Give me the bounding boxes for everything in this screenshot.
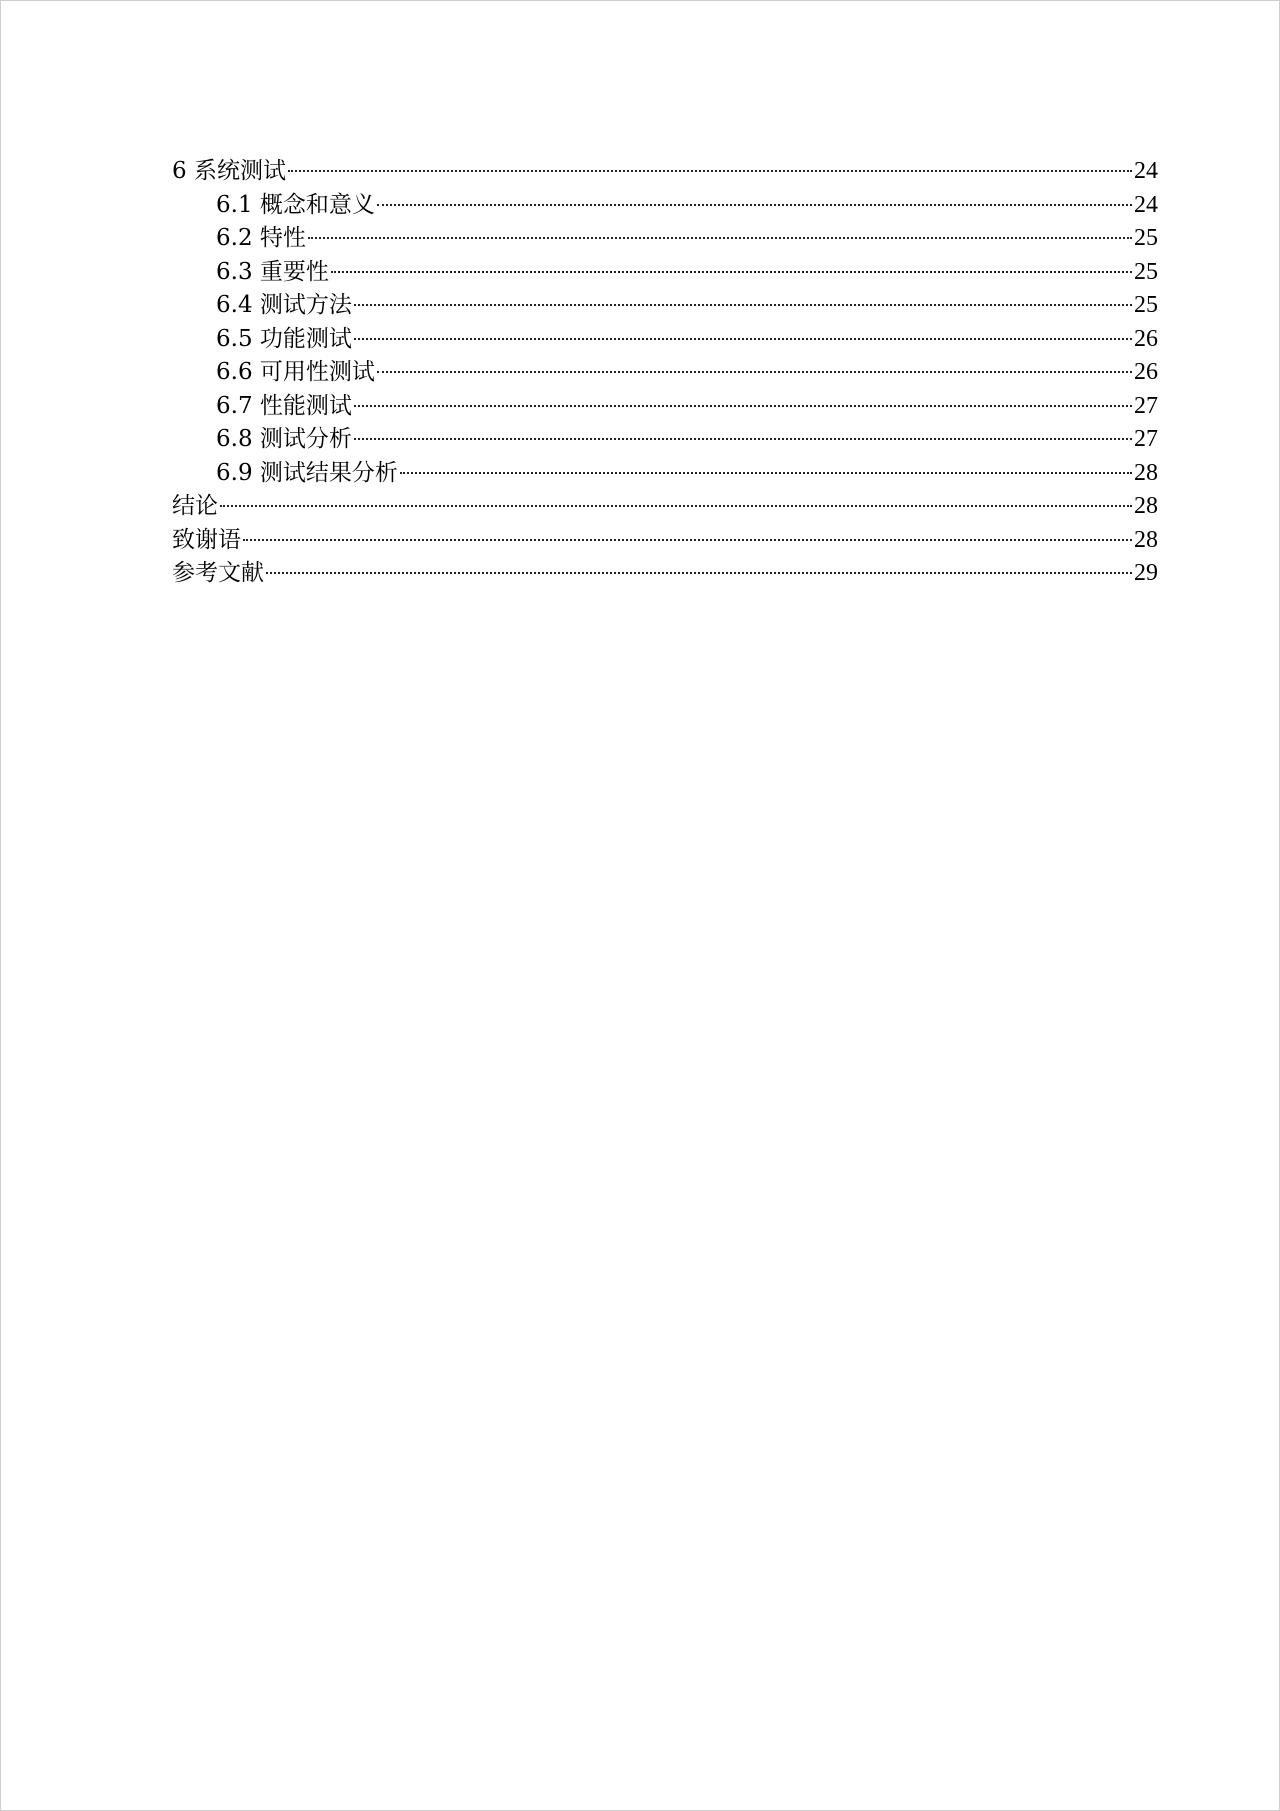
toc-entry[interactable] [172,524,1158,558]
toc-entry-page: 24 [1134,191,1158,218]
toc-entry-title: 6.7 性能测试 [216,392,352,419]
toc-entry-page: 25 [1134,258,1158,285]
toc-entry-page: 28 [1134,459,1158,486]
toc-dot-leader [243,539,1132,541]
toc-dot-leader [288,170,1132,172]
toc-entry-title: 结论 [172,493,218,519]
toc-entry-page: 28 [1134,526,1158,553]
toc-entry[interactable] [172,557,1158,591]
toc-entry-title: 参考文献 [172,560,264,586]
toc-dot-leader [354,438,1132,440]
toc-entry-title: 6.5 功能测试 [216,325,352,352]
toc-dot-leader [400,472,1132,474]
toc-entry-title: 6.1 概念和意义 [216,191,375,218]
toc-entry-title: 6.8 测试分析 [216,426,352,452]
toc-entry-title: 6.6 可用性测试 [216,359,375,385]
toc-entry-page: 26 [1134,359,1158,385]
toc-entry-page: 27 [1134,392,1158,419]
toc-entry[interactable] [172,189,1158,223]
toc-entry-page: 26 [1134,325,1158,352]
toc-entry[interactable] [172,289,1158,323]
table-of-contents [172,155,1158,591]
toc-entry[interactable] [172,490,1158,524]
toc-dot-leader [308,237,1132,239]
toc-entry[interactable] [172,323,1158,357]
toc-entry-title: 6.4 测试方法 [216,292,352,318]
toc-dot-leader [220,505,1132,507]
toc-dot-leader [354,405,1132,407]
toc-entry[interactable] [172,423,1158,457]
toc-dot-leader [354,338,1132,340]
toc-entry-title: 致谢语 [172,526,241,553]
toc-entry-page: 25 [1134,292,1158,318]
toc-entry-page: 28 [1134,493,1158,519]
toc-entry[interactable] [172,222,1158,256]
toc-entry-title: 6.3 重要性 [216,258,329,285]
toc-entry-page: 27 [1134,426,1158,452]
toc-entry[interactable] [172,256,1158,290]
toc-entry-page: 24 [1134,158,1158,184]
toc-entry-page: 25 [1134,225,1158,251]
toc-entry-page: 29 [1134,560,1158,586]
toc-dot-leader [377,371,1132,373]
toc-dot-leader [331,271,1132,273]
toc-entry[interactable] [172,155,1158,189]
toc-entry[interactable] [172,390,1158,424]
toc-entry[interactable] [172,457,1158,491]
toc-entry-title: 6.2 特性 [216,225,306,251]
toc-entry-title: 6 系统测试 [172,158,286,184]
toc-dot-leader [377,204,1132,206]
toc-dot-leader [354,304,1132,306]
toc-entry[interactable] [172,356,1158,390]
toc-entry-title: 6.9 测试结果分析 [216,459,398,486]
toc-dot-leader [266,572,1132,574]
